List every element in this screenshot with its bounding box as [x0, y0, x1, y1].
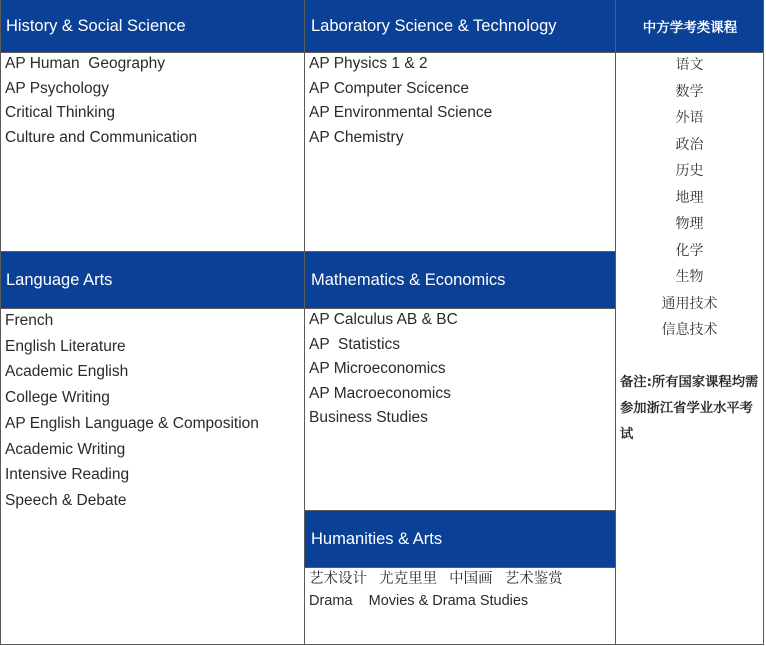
chinese-courses-note: 备注:所有国家课程均需参加浙江省学业水平考试	[620, 375, 759, 442]
list-item: AP Environmental Science	[309, 104, 493, 121]
list-item: AP Human Geography	[5, 55, 165, 72]
list-item: 地理	[675, 189, 704, 206]
row-divider-mid	[0, 251, 616, 252]
list-item: AP Psychology	[5, 79, 109, 97]
list-item: AP Computer Scicence	[309, 79, 469, 97]
list-item: 数学	[675, 83, 704, 100]
laboratory-science-list	[304, 52, 615, 150]
header-humanities-arts	[305, 511, 616, 567]
list-item: AP English Language & Composition	[5, 414, 259, 432]
header-label: Language Arts	[6, 270, 113, 289]
history-social-science-list	[0, 52, 305, 150]
list-item: 通用技术	[661, 295, 718, 312]
row-divider-humanities-header	[304, 567, 616, 568]
column-divider-2	[615, 0, 616, 645]
header-label: Humanities & Arts	[311, 529, 443, 548]
list-item: Business Studies	[309, 409, 428, 426]
list-item: AP Calculus AB & BC	[309, 311, 458, 328]
list-item: 生物	[675, 269, 704, 285]
mathematics-economics-list	[304, 308, 615, 431]
list-item: Critical Thinking	[5, 104, 115, 121]
list-item: 物理	[675, 216, 704, 232]
list-item: College Writing	[5, 389, 110, 407]
language-arts-list	[0, 308, 305, 514]
header-mathematics-economics	[305, 252, 616, 308]
border-right	[763, 0, 764, 645]
header-label: History & Social Science	[6, 16, 186, 35]
humanities-arts-line-english: Drama Movies & Drama Studies	[309, 593, 529, 609]
chinese-courses-list	[616, 52, 763, 344]
list-item: 语文	[675, 57, 704, 73]
row-divider-mid-header	[0, 308, 616, 309]
list-item: Academic English	[5, 363, 129, 381]
list-item: AP Chemistry	[309, 128, 404, 146]
list-item: AP Physics 1 & 2	[309, 55, 428, 72]
humanities-arts-line-chinese: 艺术设计 尤克里里 中国画 艺术鉴赏	[309, 571, 563, 587]
humanities-arts-content	[309, 568, 563, 612]
list-item: Speech & Debate	[5, 491, 127, 509]
border-bottom	[0, 644, 764, 645]
list-item: 信息技术	[661, 322, 718, 338]
list-item: 历史	[675, 163, 704, 179]
header-laboratory-science	[305, 0, 616, 52]
header-language-arts	[0, 252, 305, 308]
list-item: 政治	[675, 136, 704, 153]
list-item: Intensive Reading	[5, 466, 130, 484]
column-divider-1	[304, 0, 305, 645]
list-item: 外语	[675, 110, 704, 126]
list-item: AP Microeconomics	[309, 360, 446, 377]
list-item: English Literature	[5, 337, 126, 355]
header-label: Laboratory Science & Technology	[311, 16, 557, 35]
row-divider-humanities	[304, 510, 616, 511]
border-left	[0, 0, 1, 645]
header-label: 中方学考类课程	[642, 20, 738, 36]
list-item: 化学	[675, 242, 704, 259]
list-item: French	[5, 312, 54, 329]
header-label: Mathematics & Economics	[311, 270, 506, 289]
row-divider-header	[0, 52, 764, 53]
header-history-social-science	[0, 0, 305, 52]
list-item: Culture and Communication	[5, 128, 198, 146]
list-item: AP Macroeconomics	[309, 384, 451, 402]
list-item: Academic Writing	[5, 440, 126, 458]
header-chinese-courses	[616, 0, 764, 52]
list-item: AP Statistics	[309, 335, 401, 353]
